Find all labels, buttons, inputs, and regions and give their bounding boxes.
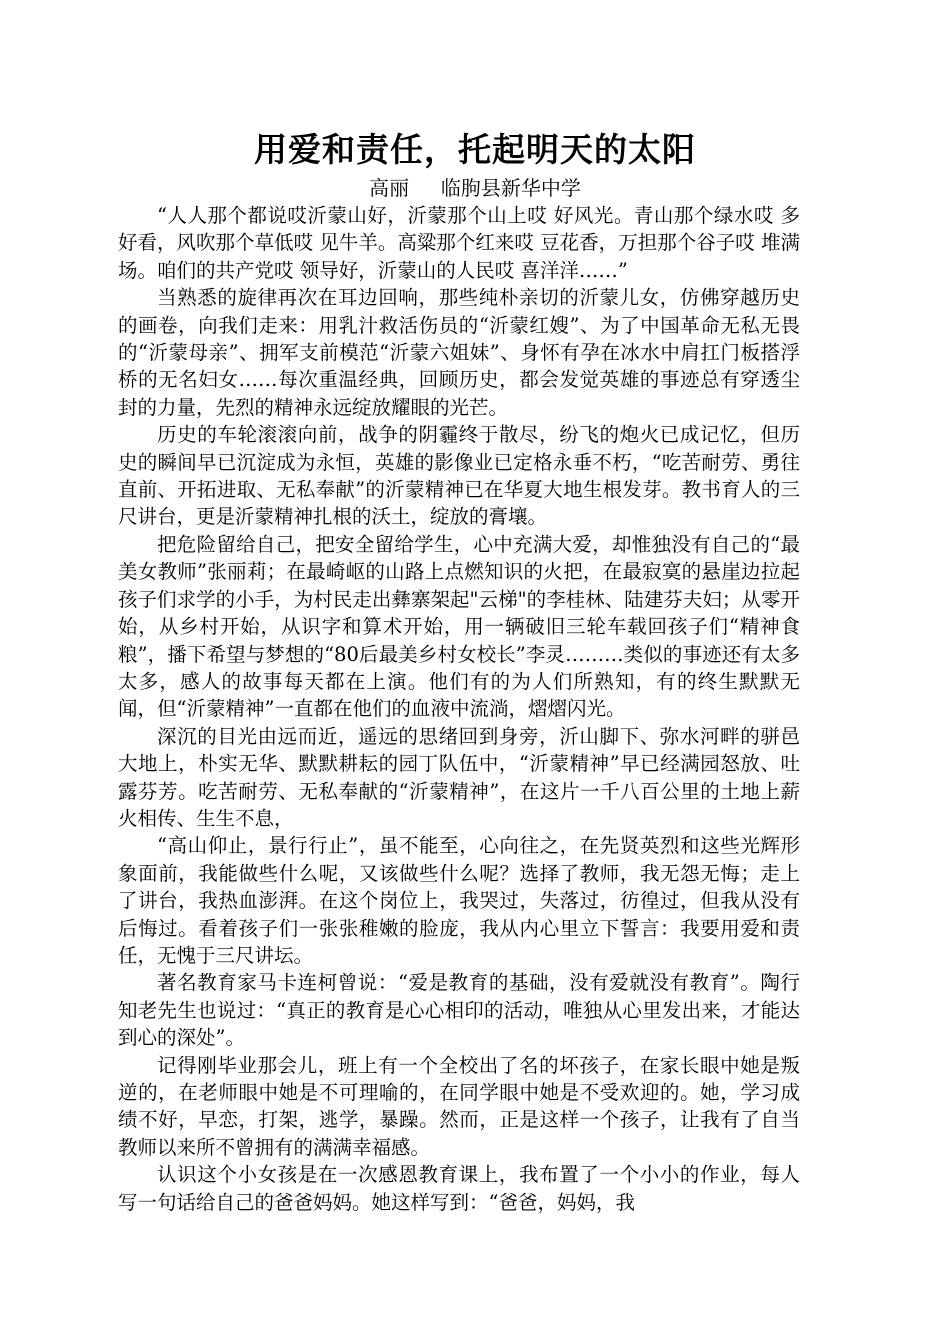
paragraph: 著名教育家马卡连柯曾说：“爱是教育的基础，没有爱就没有教育”。陶行知老先生也说过：“真正的教育是心心相印的活动，唯独从心里发出来，才能达到心的深处”。 xyxy=(118,971,800,1050)
paragraph: 记得刚毕业那会儿，班上有一个全校出了名的坏孩子，在家长眼中她是叛逆的，在老师眼中她是不可理喻的，在同学眼中她是不受欢迎的。她，学习成绩不好，早恋，打架，逃学，暴躁。然而，正是这样一个孩子，让我有了自当教师以来所不曾拥有的满满幸福感。 xyxy=(118,1053,800,1159)
paragraph: 把危险留给自己，把安全留给学生，心中充满大爱，却惟独没有自己的“最美女教师”张丽莉；在最崎岖的山路上点燃知识的火把，在最寂寞的悬崖边拉起孩子们求学的小手，为村民走出彝寨架起"云梯"的李桂林、陆建芬夫妇；从零开始，从乡村开始，从识字和算术开始，用一辆破旧三轮车载回孩子们“精神食粮”，播下希望与梦想的“80后最美乡村女校长”李灵………类似的事迹还有太多太多，感人的故事每天都在上演。他们有的为人们所熟知，有的终生默默无闻，但“沂蒙精神”一直都在他们的血液中流淌，熠熠闪光。 xyxy=(118,532,800,721)
paragraph: 历史的车轮滚滚向前，战争的阴霾终于散尽，纷飞的炮火已成记忆，但历史的瞬间早已沉淀成为永恒，英雄的影像业已定格永垂不朽，“吃苦耐劳、勇往直前、开拓进取、无私奉献”的沂蒙精神已在华夏大地生根发芽。教书育人的三尺讲台，更是沂蒙精神扎根的沃土，绽放的膏壤。 xyxy=(118,423,800,529)
paragraph: 当熟悉的旋律再次在耳边回响，那些纯朴亲切的沂蒙儿女，仿佛穿越历史的画卷，向我们走来：用乳汁救活伤员的“沂蒙红嫂”、为了中国革命无私无畏的“沂蒙母亲”、拥军支前模范“沂蒙六姐妹”、身怀有孕在冰水中肩扛门板搭浮桥的无名妇女……每次重温经典，回顾历史，都会发觉英雄的事迹总有穿透尘封的力量，先烈的精神永远绽放耀眼的光芒。 xyxy=(118,286,800,419)
paragraph: 深沉的目光由远而近，遥远的思绪回到身旁，沂山脚下、弥水河畔的骈邑大地上，朴实无华、默默耕耘的园丁队伍中，“沂蒙精神”早已经满园怒放、吐露芬芳。吃苦耐劳、无私奉献的“沂蒙精神”，在这片一千八百公里的土地上薪火相传、生生不息， xyxy=(118,724,800,830)
school-name: 临朐县新华中学 xyxy=(440,176,581,200)
article-body xyxy=(118,202,800,1216)
paragraph: “人人那个都说哎沂蒙山好，沂蒙那个山上哎 好风光。青山那个绿水哎 多好看，风吹那个草低哎 见牛羊。高粱那个红来哎 豆花香，万担那个谷子哎 堆满场。咱们的共产党哎 领导好，沂蒙山的人民哎 喜洋洋……” xyxy=(118,204,800,282)
document-title: 用爱和责任，托起明天的太阳 xyxy=(254,130,696,169)
byline xyxy=(0,174,950,202)
paragraph: “高山仰止，景行行止”，虽不能至，心向往之，在先贤英烈和这些光辉形象面前，我能做些什么呢，又该做些什么呢？选择了教师，我无怨无悔；走上了讲台，我热血澎湃。在这个岗位上，我哭过，失落过，彷徨过，但我从没有后悔过。看着孩子们一张张稚嫩的脸庞，我从内心里立下誓言：我要用爱和责任，无愧于三尺讲坛。 xyxy=(118,834,800,967)
author-name: 高丽 xyxy=(369,176,410,200)
paragraph: 认识这个小女孩是在一次感恩教育课上，我布置了一个小小的作业，每人写一句话给自己的爸爸妈妈。她这样写到：“爸爸，妈妈，我 xyxy=(118,1163,800,1214)
